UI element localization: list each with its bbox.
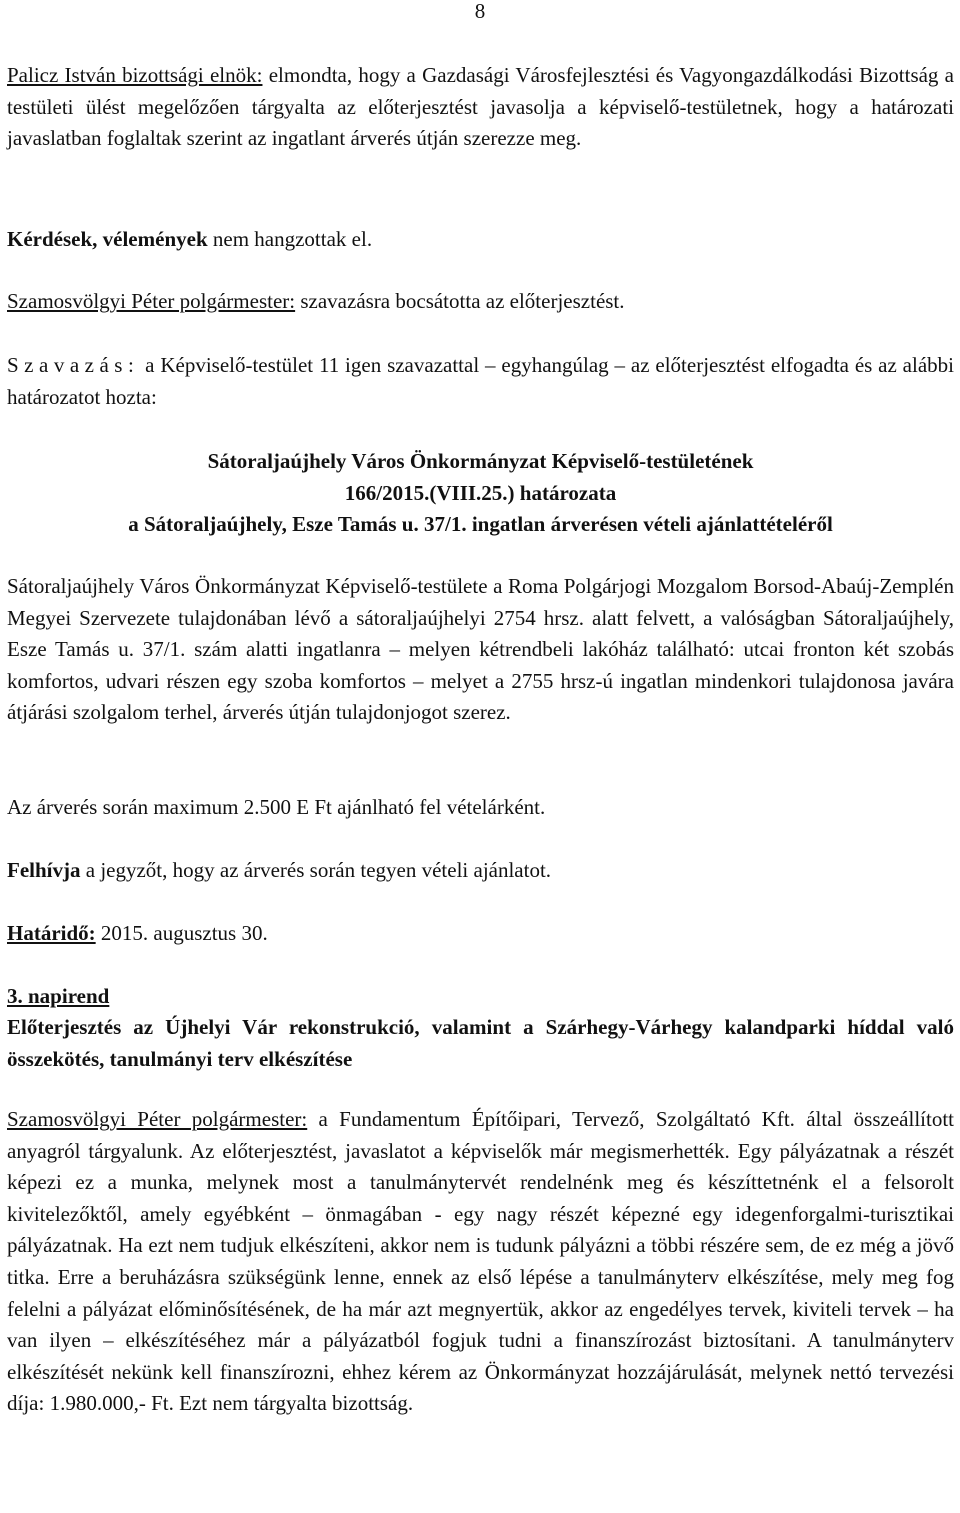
paragraph-instruction bbox=[7, 855, 954, 887]
deadline-label: Határidő: bbox=[7, 921, 96, 945]
deadline-date: 2015. augusztus 30. bbox=[95, 921, 268, 945]
paragraph-vote bbox=[7, 350, 954, 413]
paragraph-text: Sátoraljaújhely Város Önkormányzat Képviselő-testülete a Roma Polgárjogi Mozgalom Borsod-Abaúj-Zemplén Megyei Szervezete tulajdonában lévő a sátoraljaújhelyi 2754 hrsz. alatt felvett, a valóságban Sátoraljaújhely, Esze Tamás u. 37/1. szám alatti ingatlanra – melyen kétrendbeli lakóház található: utcai fronton két szobás komfortos, udvari részen egy szoba komfortos – melyet a 2755 hrsz-ú ingatlan mindenkori tulajdonosa javára átjárási szolgalom terhel, árverés útján tulajdonjogot szerez. bbox=[7, 574, 954, 725]
paragraph-questions bbox=[7, 224, 954, 256]
resolution-heading bbox=[7, 446, 954, 541]
paragraph-text: a jegyzőt, hogy az árverés során tegyen vételi ajánlatot. bbox=[80, 858, 552, 882]
resolution-body-name: Sátoraljaújhely Város Önkormányzat Képviselő-testületének bbox=[207, 449, 754, 473]
paragraph-text: Az árverés során maximum 2.500 E Ft ajánlható fel vételárként. bbox=[7, 795, 546, 819]
paragraph-mayor-vote-call bbox=[7, 286, 954, 318]
agenda-title: Előterjesztés az Újhelyi Vár rekonstrukció, valamint a Szárhegy-Várhegy kalandparki híddal való összekötés, tanulmányi terv elkészítése bbox=[7, 1015, 954, 1071]
paragraph-text: nem hangzottak el. bbox=[207, 227, 373, 251]
bold-phrase: Kérdések, vélemények bbox=[7, 227, 208, 251]
agenda-item-title bbox=[7, 1012, 954, 1075]
paragraph-deadline bbox=[7, 918, 954, 950]
resolution-text bbox=[7, 571, 954, 729]
paragraph-mayor-statement bbox=[7, 1104, 954, 1420]
vote-label: Szavazás: bbox=[7, 353, 140, 377]
page-number: 8 bbox=[474, 0, 486, 23]
paragraph-max-price bbox=[7, 792, 954, 824]
speaker-name: Szamosvölgyi Péter polgármester: bbox=[7, 1107, 308, 1131]
paragraph-text: a Fundamentum Építőipari, Tervező, Szolgáltató Kft. által összeállított anyagról tárgyalunk. Az előterjesztést, javaslatot a képviselők már megismerhették. Egy pályázatnak a részét képezi ez a munka, melynek most a tanulmánytervét rendelnénk meg és készíttetnénk el a felsorolt kivitelezőktől, amely egyébként – önmagában - egy nagy részét képezné egy idegenforgalmi-turisztikai pályázatnak. Ha ezt nem tudjuk elkészíteni, akkor nem is tudunk pályázni a többi részére sem, de ez még a jövő titka. Erre a beruházásra szükségünk lenne, ennek az első lépése a tanulmányterv elkészítése, mely meg fog felelni a pályázat előminősítésének, de ha már azt megnyertük, akkor az engedélyes tervek, kiviteli tervek – ha van ilyen – elkészítéséhez már a pályázatból fogjuk tudni a finanszírozást biztosítani. A tanulmányterv elkészítését nekünk kell finanszírozni, ehhez kérem az Önkormányzat hozzájárulását, melynek nettó tervezési díja: 1.980.000,- Ft. Ezt nem tárgyalta bizottság. bbox=[7, 1107, 954, 1416]
agenda-number: 3. napirend bbox=[7, 984, 110, 1008]
resolution-number: 166/2015.(VIII.25.) határozata bbox=[344, 480, 617, 505]
speaker-name: Palicz István bizottsági elnök: bbox=[7, 63, 263, 87]
paragraph-text: elmondta, hogy a Gazdasági Városfejlesztési és Vagyongazdálkodási Bizottság a testületi ülést megelőzően tárgyalta az előterjesztést javasolja a képviselő-testületnek, hogy a határozati javaslatban foglaltak szerint az ingatlant árverés útján szerezze meg. bbox=[7, 63, 954, 151]
paragraph-committee-chair bbox=[7, 60, 954, 155]
resolution-subject: a Sátoraljaújhely, Esze Tamás u. 37/1. ingatlan árverésen vételi ajánlattételéről bbox=[128, 512, 833, 537]
bold-phrase: Felhívja bbox=[7, 858, 81, 882]
paragraph-text: szavazásra bocsátotta az előterjesztést. bbox=[295, 289, 625, 313]
agenda-item-number bbox=[7, 981, 954, 1013]
paragraph-text: a Képviselő-testület 11 igen szavazattal – egyhangúlag – az előterjesztést elfogadta és az alábbi határozatot hozta: bbox=[7, 353, 954, 409]
speaker-name: Szamosvölgyi Péter polgármester: bbox=[7, 289, 296, 313]
